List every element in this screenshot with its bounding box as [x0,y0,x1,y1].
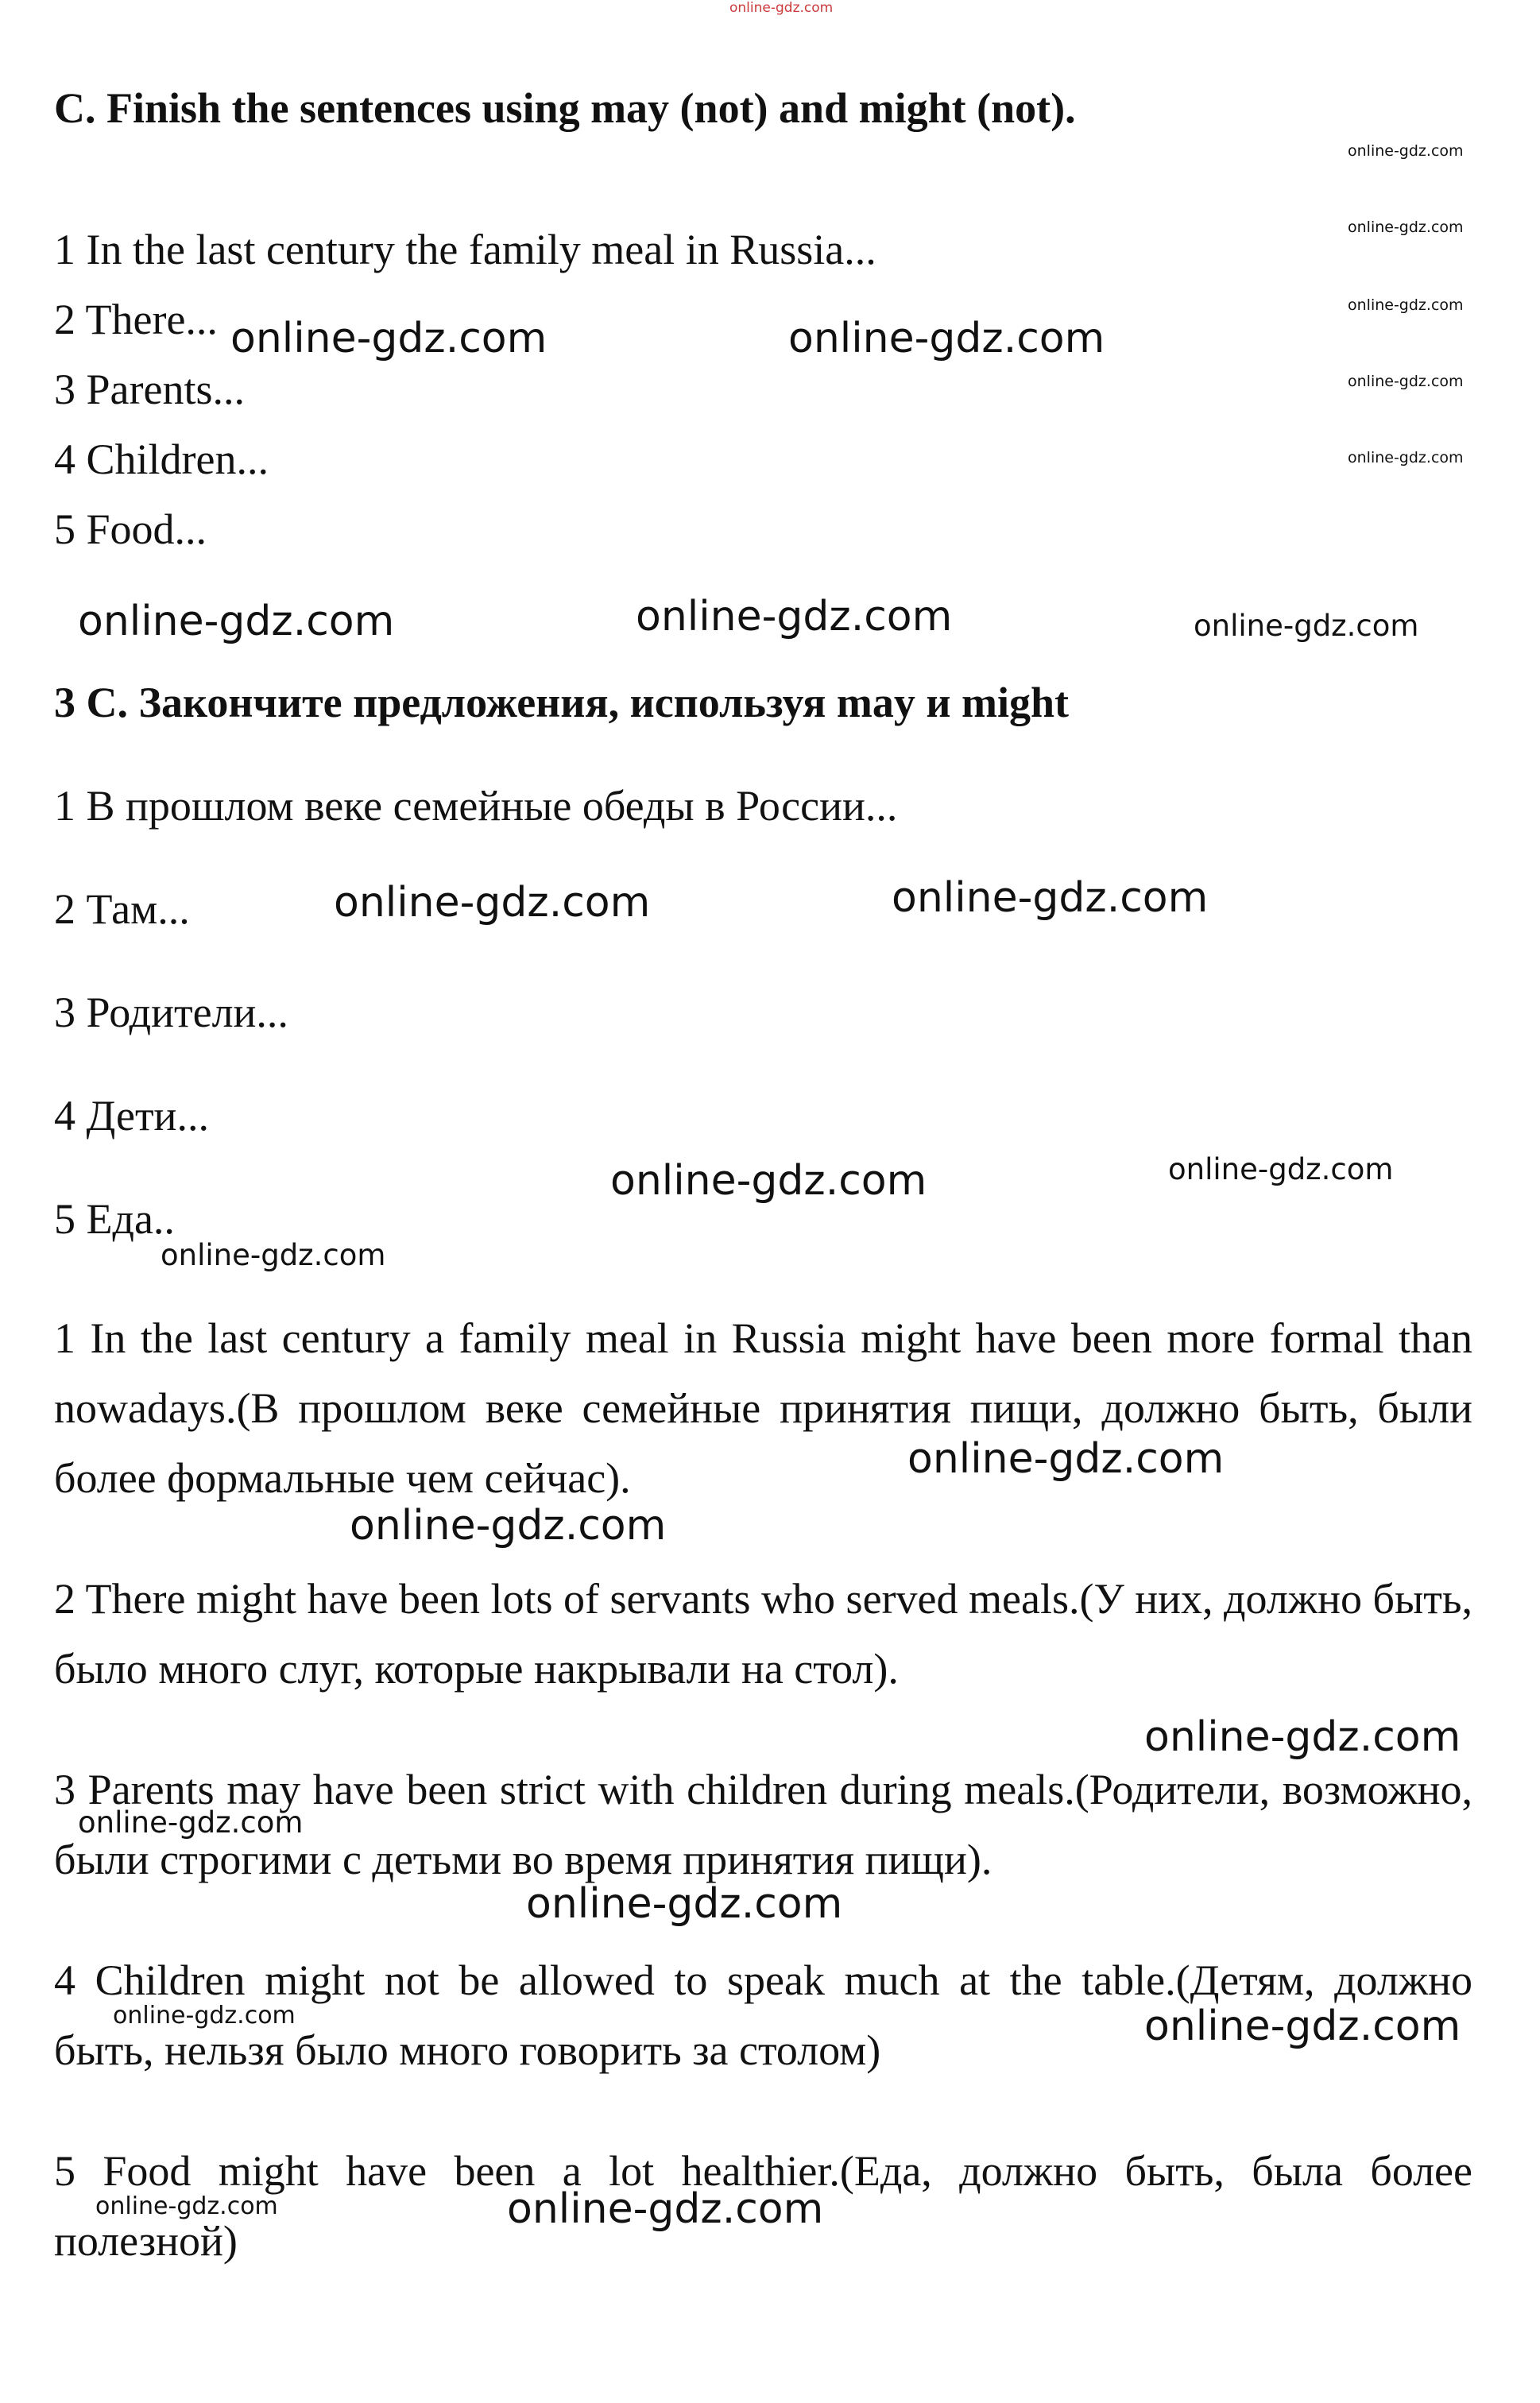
answer-3: 3 Parents may have been strict with children during meals.(Родители, возможно, были строгими с детьми во время принятия пищи). [54,1766,1472,1883]
russian-task-item-3: 3 Родители... [54,989,288,1036]
watermark-medium: online-gdz.com [161,1238,386,1272]
watermark-big: online-gdz.com [636,593,953,640]
english-task-item-2: 2 There... [54,296,218,343]
english-task-heading: C. Finish the sentences using may (not) and might (not). [54,84,1076,132]
answer-1: 1 In the last century a family meal in Russia might have been more formal than nowadays.(В прошлом веке семейные принятия пищи, должно быть, были более формальные чем сейчас). [54,1314,1472,1502]
watermark-small: online-gdz.com [1348,142,1464,160]
watermark-big: online-gdz.com [507,2185,824,2233]
watermark-big: online-gdz.com [892,874,1209,922]
watermark-big: online-gdz.com [1144,1713,1461,1761]
english-task-item-5: 5 Food... [54,505,207,553]
english-task-item-3: 3 Parents... [54,366,245,413]
answer-2: 2 There might have been lots of servants who served meals.(У них, должно быть, было много слуг, которые накрывали на стол). [54,1575,1472,1693]
watermark-big: online-gdz.com [1144,2002,1461,2050]
watermark-small: online-gdz.com [113,2002,296,2030]
english-task-item-1: 1 In the last century the family meal in Russia... [54,226,876,273]
russian-task-item-1: 1 В прошлом веке семейные обеды в России... [54,782,898,830]
watermark-small: online-gdz.com [95,2192,278,2220]
watermark-top: online-gdz.com [729,0,834,16]
watermark-big: online-gdz.com [526,1880,843,1928]
answer-5: 5 Food might have been a lot healthier.(Еда, должно быть, была более полезной) [54,2147,1472,2265]
watermark-big: online-gdz.com [610,1157,927,1205]
watermark-medium: online-gdz.com [1168,1152,1394,1186]
watermark-small: online-gdz.com [1348,296,1464,314]
watermark-big: online-gdz.com [350,1502,667,1550]
russian-task-heading: 3 C. Закончите предложения, используя may и might [54,679,1069,726]
watermark-medium: online-gdz.com [78,1805,304,1840]
russian-task-item-2: 2 Там... [54,885,190,933]
watermark-small: online-gdz.com [1348,219,1464,236]
watermark-big: online-gdz.com [78,598,395,645]
russian-task-item-4: 4 Дети... [54,1092,209,1140]
watermark-small: online-gdz.com [1348,373,1464,390]
watermark-big: online-gdz.com [907,1435,1225,1483]
english-task-item-4: 4 Children... [54,435,269,483]
watermark-big: online-gdz.com [334,879,651,927]
watermark-big: online-gdz.com [230,315,548,362]
russian-task-item-5: 5 Еда.. [54,1195,175,1243]
watermark-small: online-gdz.com [1348,449,1464,466]
watermark-medium: online-gdz.com [1194,609,1419,643]
watermark-big: online-gdz.com [788,315,1105,362]
answer-4: 4 Children might not be allowed to speak much at the table.(Детям, должно быть, нельзя было много говорить за столом) [54,1956,1472,2074]
